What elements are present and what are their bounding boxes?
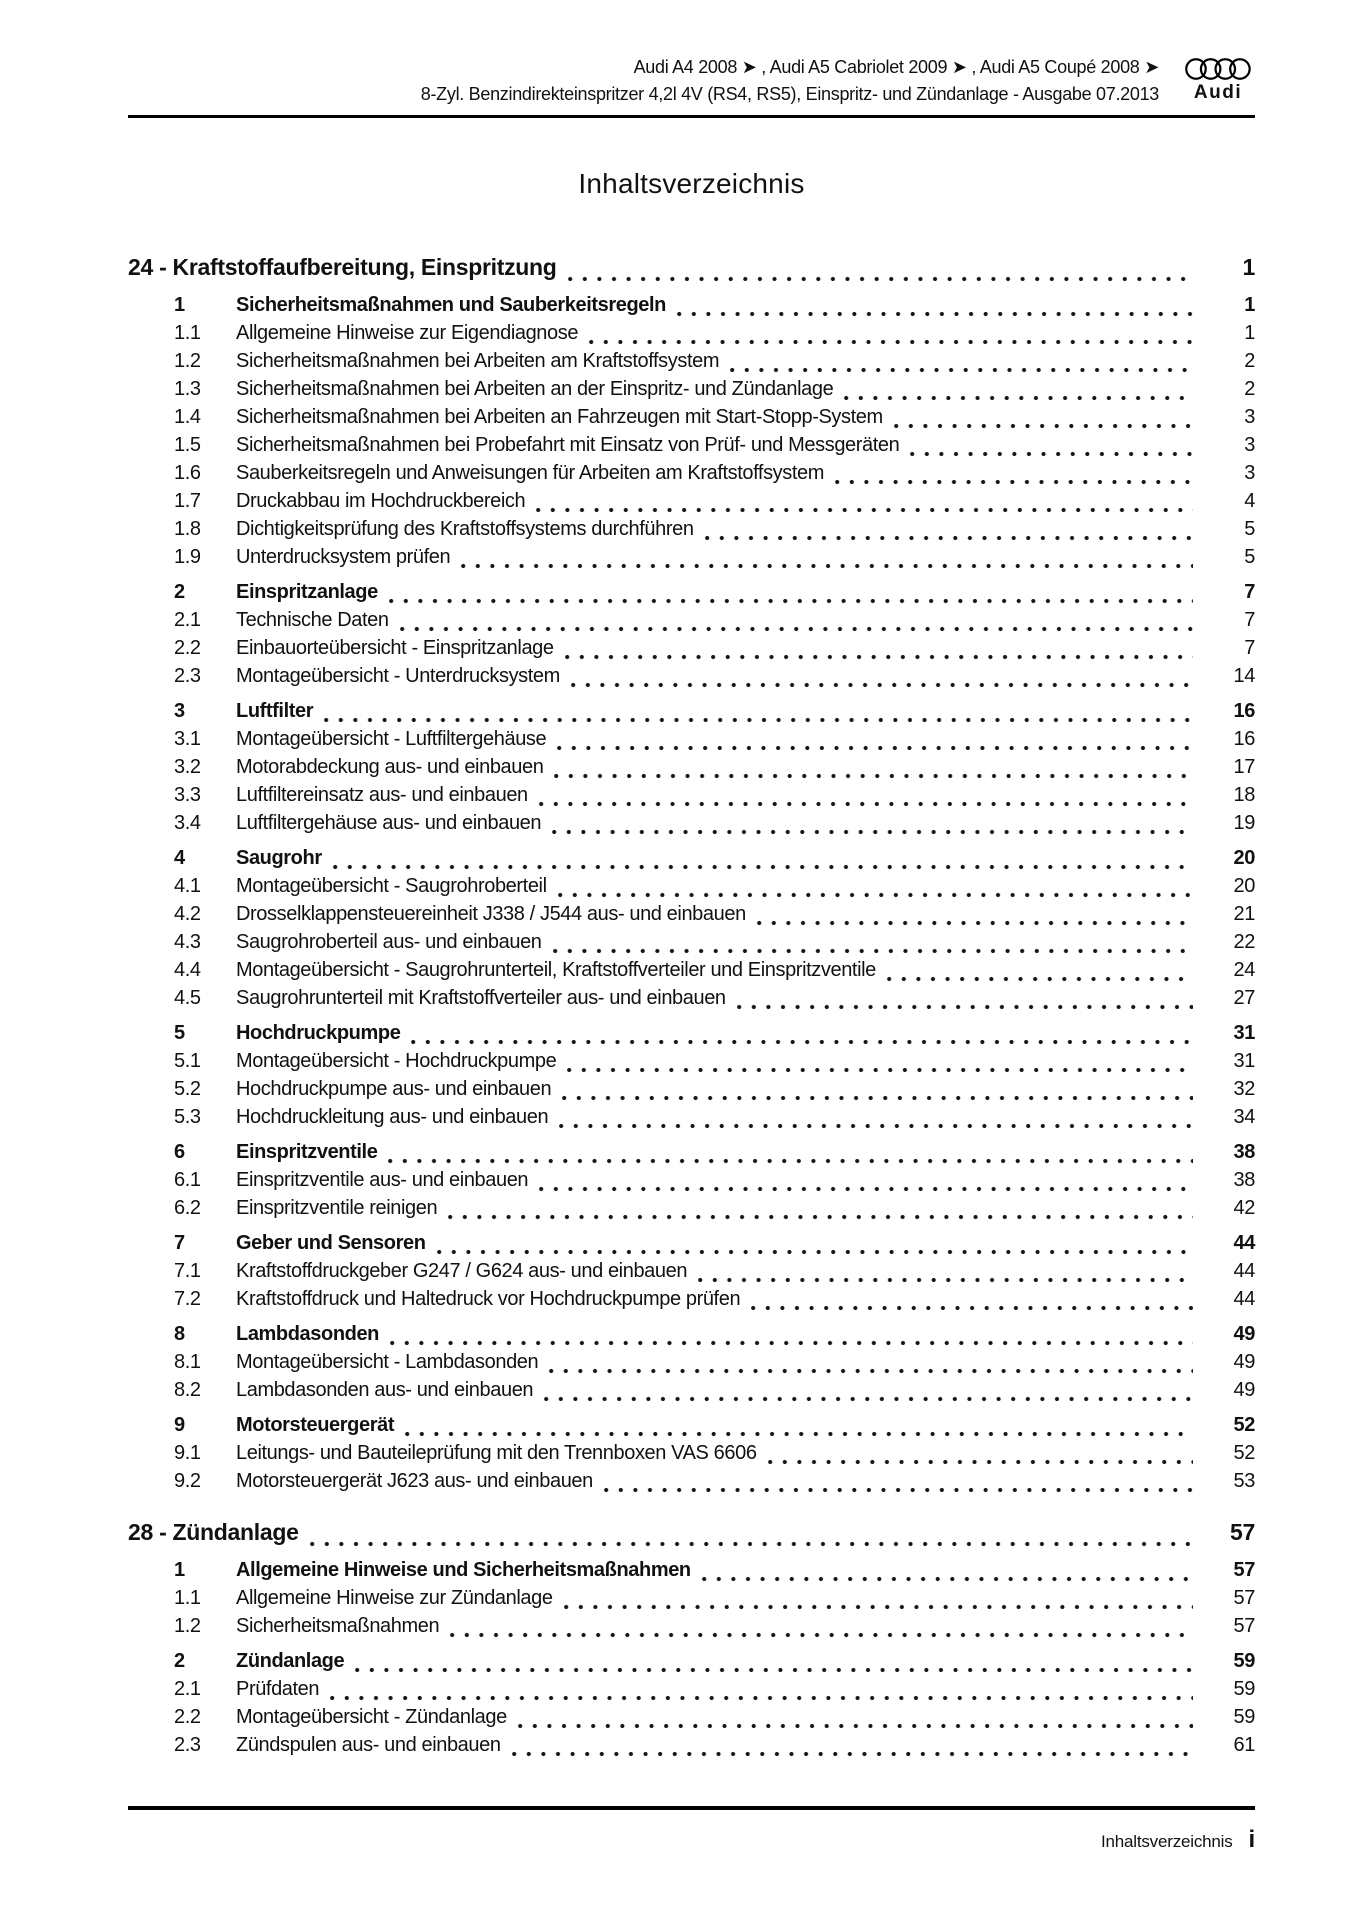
header-subtitle-line: 8-Zyl. Benzindirekteinspritzer 4,2l 4V (RS4, RS5), Einspritz- und Zündanlage - Ausgabe 07.2013	[420, 84, 1159, 104]
dot-leader	[310, 1529, 1193, 1549]
entry-label: Technische Daten	[236, 609, 389, 631]
entry-page-number: 53	[1233, 1470, 1255, 1492]
entry-label: Motorsteuergerät J623 aus- und einbauen	[236, 1470, 593, 1492]
table-of-contents	[128, 250, 1255, 1759]
dot-leader	[388, 1146, 1193, 1166]
toc-entry	[128, 781, 1255, 809]
entry-number: 2.2	[174, 637, 201, 659]
toc-entry	[128, 1320, 1255, 1348]
entry-number: 3.4	[174, 812, 201, 834]
toc-entry	[128, 1166, 1255, 1194]
entry-label: Kraftstoffdruck und Haltedruck vor Hochdruckpumpe prüfen	[236, 1288, 741, 1310]
dot-leader	[512, 1739, 1193, 1759]
entry-number: 2	[174, 581, 185, 603]
entry-number: 5	[174, 1022, 185, 1044]
entry-label: Montageübersicht - Saugrohroberteil	[236, 875, 547, 897]
entry-label: Lambdasonden aus- und einbauen	[236, 1379, 534, 1401]
entry-number: 1	[174, 1559, 185, 1581]
entry-page-number: 5	[1244, 546, 1255, 568]
dot-leader	[910, 439, 1193, 459]
footer-text	[128, 1826, 1255, 1854]
entry-number: 7.2	[174, 1288, 201, 1310]
entry-number: 7.1	[174, 1260, 201, 1282]
entry-page-number: 4	[1244, 490, 1255, 512]
entry-label: Montageübersicht - Zündanlage	[236, 1706, 507, 1728]
dot-leader	[557, 733, 1193, 753]
dot-leader	[568, 264, 1193, 284]
entry-label: Hochdruckpumpe	[236, 1022, 401, 1044]
dot-leader	[552, 817, 1193, 837]
toc-entry	[128, 578, 1255, 606]
toc-entry	[128, 928, 1255, 956]
entry-page-number: 2	[1244, 350, 1255, 372]
entry-label: Sicherheitsmaßnahmen bei Arbeiten am Kraftstoffsystem	[236, 350, 720, 372]
entry-number: 9.2	[174, 1470, 201, 1492]
dot-leader	[768, 1447, 1193, 1467]
entry-page-number: 57	[1233, 1615, 1255, 1637]
entry-number: 7	[174, 1232, 185, 1254]
entry-label: Einspritzventile	[236, 1141, 378, 1163]
dot-leader	[589, 327, 1193, 347]
toc-entry	[128, 291, 1255, 319]
dot-leader	[844, 383, 1193, 403]
entry-page-number: 7	[1244, 637, 1255, 659]
entry-page-number: 20	[1233, 875, 1255, 897]
toc-entry	[128, 319, 1255, 347]
entry-label: Sicherheitsmaßnahmen und Sauberkeitsregeln	[236, 294, 666, 316]
dot-leader	[405, 1419, 1193, 1439]
entry-label: Druckabbau im Hochdruckbereich	[236, 490, 526, 512]
dot-leader	[400, 614, 1193, 634]
entry-label: Montageübersicht - Hochdruckpumpe	[236, 1050, 557, 1072]
dot-leader	[553, 936, 1193, 956]
dot-leader	[887, 964, 1193, 984]
audi-logo	[1175, 54, 1261, 104]
entry-number: 6.1	[174, 1169, 201, 1191]
toc-entry	[128, 1075, 1255, 1103]
dot-leader	[558, 880, 1193, 900]
entry-label: Einspritzventile reinigen	[236, 1197, 438, 1219]
entry-label: Allgemeine Hinweise und Sicherheitsmaßnahmen	[236, 1559, 691, 1581]
toc-entry	[128, 634, 1255, 662]
dot-leader	[737, 992, 1193, 1012]
entry-page-number: 32	[1233, 1078, 1255, 1100]
entry-page-number: 59	[1233, 1706, 1255, 1728]
entry-label: Drosselklappensteuereinheit J338 / J544 aus- und einbauen	[236, 903, 746, 925]
footer-page-number: i	[1248, 1826, 1255, 1853]
dot-leader	[437, 1237, 1193, 1257]
toc-entry	[128, 1285, 1255, 1313]
entry-number: 8	[174, 1323, 185, 1345]
dot-leader	[536, 495, 1193, 515]
entry-number: 3.2	[174, 756, 201, 778]
chapter-heading	[128, 1515, 1255, 1549]
dot-leader	[835, 467, 1193, 487]
entry-number: 2	[174, 1650, 185, 1672]
toc-entry	[128, 487, 1255, 515]
entry-page-number: 59	[1233, 1650, 1255, 1672]
toc-entry	[128, 1556, 1255, 1584]
entry-page-number: 57	[1233, 1587, 1255, 1609]
entry-page-number: 7	[1244, 609, 1255, 631]
entry-page-number: 3	[1244, 406, 1255, 428]
entry-label: Montageübersicht - Unterdrucksystem	[236, 665, 560, 687]
entry-number: 4.4	[174, 959, 201, 981]
toc-entry	[128, 403, 1255, 431]
toc-entry	[128, 1194, 1255, 1222]
toc-entry	[128, 725, 1255, 753]
entry-page-number: 52	[1233, 1442, 1255, 1464]
entry-label: Sicherheitsmaßnahmen bei Arbeiten an der Einspritz- und Zündanlage	[236, 378, 834, 400]
entry-number: 9	[174, 1414, 185, 1436]
dot-leader	[450, 1620, 1193, 1640]
toc-entry	[128, 872, 1255, 900]
entry-label: Hochdruckpumpe aus- und einbauen	[236, 1078, 552, 1100]
entry-page-number: 21	[1233, 903, 1255, 925]
entry-number: 1.9	[174, 546, 201, 568]
entry-label: Kraftstoffdruckgeber G247 / G624 aus- und einbauen	[236, 1260, 688, 1282]
entry-number: 9.1	[174, 1442, 201, 1464]
entry-label: Luftfiltergehäuse aus- und einbauen	[236, 812, 542, 834]
toc-entry	[128, 1647, 1255, 1675]
toc-entry	[128, 543, 1255, 571]
toc-entry	[128, 1703, 1255, 1731]
dot-leader	[730, 355, 1193, 375]
dot-leader	[757, 908, 1193, 928]
dot-leader	[702, 1564, 1193, 1584]
toc-entry	[128, 1467, 1255, 1495]
entry-number: 1.5	[174, 434, 201, 456]
dot-leader	[567, 1055, 1193, 1075]
dot-leader	[565, 642, 1193, 662]
entry-page-number: 52	[1233, 1414, 1255, 1436]
toc-entry	[128, 347, 1255, 375]
entry-label: Motorabdeckung aus- und einbauen	[236, 756, 544, 778]
dot-leader	[559, 1111, 1193, 1131]
entry-page-number: 20	[1233, 847, 1255, 869]
toc-entry	[128, 375, 1255, 403]
entry-page-number: 18	[1233, 784, 1255, 806]
dot-leader	[604, 1475, 1193, 1495]
toc-entry	[128, 1376, 1255, 1404]
entry-page-number: 5	[1244, 518, 1255, 540]
dot-leader	[894, 411, 1193, 431]
page-header	[128, 54, 1255, 118]
entry-page-number: 38	[1233, 1141, 1255, 1163]
entry-number: 1.4	[174, 406, 201, 428]
dot-leader	[324, 705, 1193, 725]
entry-page-number: 2	[1244, 378, 1255, 400]
dot-leader	[677, 299, 1193, 319]
entry-label: Prüfdaten	[236, 1678, 320, 1700]
entry-page-number: 27	[1233, 987, 1255, 1009]
entry-number: 1.1	[174, 322, 201, 344]
toc-entry	[128, 1348, 1255, 1376]
dot-leader	[390, 1328, 1193, 1348]
dot-leader	[705, 523, 1193, 543]
dot-leader	[539, 1174, 1193, 1194]
audi-wordmark: Audi	[1193, 82, 1243, 103]
dot-leader	[389, 586, 1193, 606]
entry-label: Lambdasonden	[236, 1323, 379, 1345]
entry-page-number: 34	[1233, 1106, 1255, 1128]
entry-page-number: 16	[1233, 728, 1255, 750]
toc-entry	[128, 1731, 1255, 1759]
toc-entry	[128, 1584, 1255, 1612]
toc-entry	[128, 1229, 1255, 1257]
footer-label: Inhaltsverzeichnis	[1101, 1832, 1233, 1851]
entry-number: 4.1	[174, 875, 201, 897]
entry-number: 2.2	[174, 1706, 201, 1728]
entry-page-number: 49	[1233, 1323, 1255, 1345]
entry-number: 6	[174, 1141, 185, 1163]
chapter-page-number: 57	[1230, 1519, 1255, 1545]
entry-label: Luftfilter	[236, 700, 314, 722]
entry-page-number: 44	[1233, 1260, 1255, 1282]
entry-number: 1.8	[174, 518, 201, 540]
dot-leader	[751, 1293, 1193, 1313]
dot-leader	[355, 1655, 1193, 1675]
entry-page-number: 16	[1233, 700, 1255, 722]
toc-entry	[128, 809, 1255, 837]
entry-page-number: 3	[1244, 434, 1255, 456]
entry-label: Zündanlage	[236, 1650, 345, 1672]
toc-entry	[128, 956, 1255, 984]
dot-leader	[333, 852, 1193, 872]
entry-number: 6.2	[174, 1197, 201, 1219]
dot-leader	[518, 1711, 1193, 1731]
entry-number: 8.2	[174, 1379, 201, 1401]
entry-label: Saugrohroberteil aus- und einbauen	[236, 931, 542, 953]
entry-page-number: 57	[1233, 1559, 1255, 1581]
entry-label: Saugrohr	[236, 847, 322, 869]
entry-label: Luftfiltereinsatz aus- und einbauen	[236, 784, 528, 806]
toc-entry	[128, 515, 1255, 543]
page-title: Inhaltsverzeichnis	[578, 168, 805, 199]
entry-number: 1.3	[174, 378, 201, 400]
chapter-heading	[128, 250, 1255, 284]
entry-number: 2.1	[174, 1678, 201, 1700]
entry-number: 4.3	[174, 931, 201, 953]
entry-page-number: 14	[1233, 665, 1255, 687]
entry-number: 4	[174, 847, 185, 869]
entry-number: 3.1	[174, 728, 201, 750]
entry-number: 4.5	[174, 987, 201, 1009]
entry-number: 1.1	[174, 1587, 201, 1609]
entry-page-number: 49	[1233, 1351, 1255, 1373]
toc-entry	[128, 1019, 1255, 1047]
entry-label: Motorsteuergerät	[236, 1414, 395, 1436]
entry-page-number: 31	[1233, 1050, 1255, 1072]
toc-entry	[128, 1439, 1255, 1467]
entry-page-number: 1	[1244, 322, 1255, 344]
entry-label: Saugrohrunterteil mit Kraftstoffverteiler aus- und einbauen	[236, 987, 726, 1009]
toc-entry	[128, 1675, 1255, 1703]
entry-label: Leitungs- und Bauteileprüfung mit den Trennboxen VAS 6606	[236, 1442, 757, 1464]
toc-entry	[128, 1138, 1255, 1166]
dot-leader	[330, 1683, 1193, 1703]
dot-leader	[564, 1592, 1193, 1612]
entry-label: Montageübersicht - Saugrohrunterteil, Kraftstoffverteiler und Einspritzventile	[236, 959, 876, 981]
entry-page-number: 3	[1244, 462, 1255, 484]
entry-page-number: 49	[1233, 1379, 1255, 1401]
toc-entry	[128, 606, 1255, 634]
entry-label: Sauberkeitsregeln und Anweisungen für Arbeiten am Kraftstoffsystem	[236, 462, 825, 484]
entry-page-number: 19	[1233, 812, 1255, 834]
entry-page-number: 61	[1233, 1734, 1255, 1756]
entry-page-number: 17	[1233, 756, 1255, 778]
toc-entry	[128, 1257, 1255, 1285]
entry-label: Zündspulen aus- und einbauen	[236, 1734, 501, 1756]
toc-entry	[128, 844, 1255, 872]
entry-number: 1	[174, 294, 185, 316]
toc-entry	[128, 984, 1255, 1012]
entry-page-number: 38	[1233, 1169, 1255, 1191]
toc-entry	[128, 900, 1255, 928]
entry-label: Hochdruckleitung aus- und einbauen	[236, 1106, 549, 1128]
entry-page-number: 1	[1244, 294, 1255, 316]
entry-page-number: 44	[1233, 1288, 1255, 1310]
dot-leader	[544, 1384, 1193, 1404]
entry-label: Sicherheitsmaßnahmen	[236, 1615, 440, 1637]
entry-number: 3	[174, 700, 185, 722]
entry-label: Allgemeine Hinweise zur Eigendiagnose	[236, 322, 579, 344]
entry-label: Dichtigkeitsprüfung des Kraftstoffsystems durchführen	[236, 518, 694, 540]
chapter-label: 28 - Zündanlage	[128, 1519, 299, 1545]
dot-leader	[554, 761, 1193, 781]
audi-rings-icon	[1185, 56, 1251, 82]
header-text	[128, 54, 1255, 108]
toc-entry	[128, 459, 1255, 487]
chapter-page-number: 1	[1242, 254, 1255, 280]
toc-entry	[128, 1047, 1255, 1075]
toc-entry	[128, 753, 1255, 781]
dot-leader	[698, 1265, 1193, 1285]
header-models-line: Audi A4 2008 ➤ , Audi A5 Cabriolet 2009 ➤ , Audi A5 Coupé 2008 ➤	[633, 57, 1159, 77]
entry-number: 4.2	[174, 903, 201, 925]
entry-label: Sicherheitsmaßnahmen bei Probefahrt mit Einsatz von Prüf- und Messgeräten	[236, 434, 900, 456]
entry-page-number: 42	[1233, 1197, 1255, 1219]
dot-leader	[539, 789, 1193, 809]
entry-label: Einspritzanlage	[236, 581, 378, 603]
dot-leader	[411, 1027, 1193, 1047]
entry-page-number: 24	[1233, 959, 1255, 981]
dot-leader	[549, 1356, 1193, 1376]
entry-label: Einspritzventile aus- und einbauen	[236, 1169, 529, 1191]
entry-label: Geber und Sensoren	[236, 1232, 426, 1254]
entry-number: 5.3	[174, 1106, 201, 1128]
footer-rule	[128, 1806, 1255, 1810]
entry-number: 1.2	[174, 1615, 201, 1637]
entry-number: 1.7	[174, 490, 201, 512]
chapter-label: 24 - Kraftstoffaufbereitung, Einspritzung	[128, 254, 557, 280]
entry-label: Einbauorteübersicht - Einspritzanlage	[236, 637, 554, 659]
toc-entry	[128, 1103, 1255, 1131]
entry-number: 1.2	[174, 350, 201, 372]
entry-number: 3.3	[174, 784, 201, 806]
entry-label: Sicherheitsmaßnahmen bei Arbeiten an Fahrzeugen mit Start-Stopp-System	[236, 406, 883, 428]
entry-number: 2.3	[174, 665, 201, 687]
entry-page-number: 31	[1233, 1022, 1255, 1044]
dot-leader	[571, 670, 1193, 690]
dot-leader	[562, 1083, 1193, 1103]
toc-entry	[128, 697, 1255, 725]
entry-number: 2.3	[174, 1734, 201, 1756]
toc-entry	[128, 1612, 1255, 1640]
dot-leader	[461, 551, 1193, 571]
entry-number: 1.6	[174, 462, 201, 484]
toc-entry	[128, 1411, 1255, 1439]
dot-leader	[448, 1202, 1193, 1222]
entry-number: 5.1	[174, 1050, 201, 1072]
entry-label: Montageübersicht - Lambdasonden	[236, 1351, 539, 1373]
toc-entry	[128, 431, 1255, 459]
entry-page-number: 59	[1233, 1678, 1255, 1700]
header-rule	[128, 115, 1255, 118]
entry-label: Montageübersicht - Luftfiltergehäuse	[236, 728, 547, 750]
entry-label: Unterdrucksystem prüfen	[236, 546, 451, 568]
entry-page-number: 7	[1244, 581, 1255, 603]
toc-entry	[128, 662, 1255, 690]
entry-number: 8.1	[174, 1351, 201, 1373]
entry-number: 2.1	[174, 609, 201, 631]
entry-label: Allgemeine Hinweise zur Zündanlage	[236, 1587, 553, 1609]
entry-page-number: 22	[1233, 931, 1255, 953]
entry-page-number: 44	[1233, 1232, 1255, 1254]
entry-number: 5.2	[174, 1078, 201, 1100]
page-footer	[128, 1806, 1255, 1854]
